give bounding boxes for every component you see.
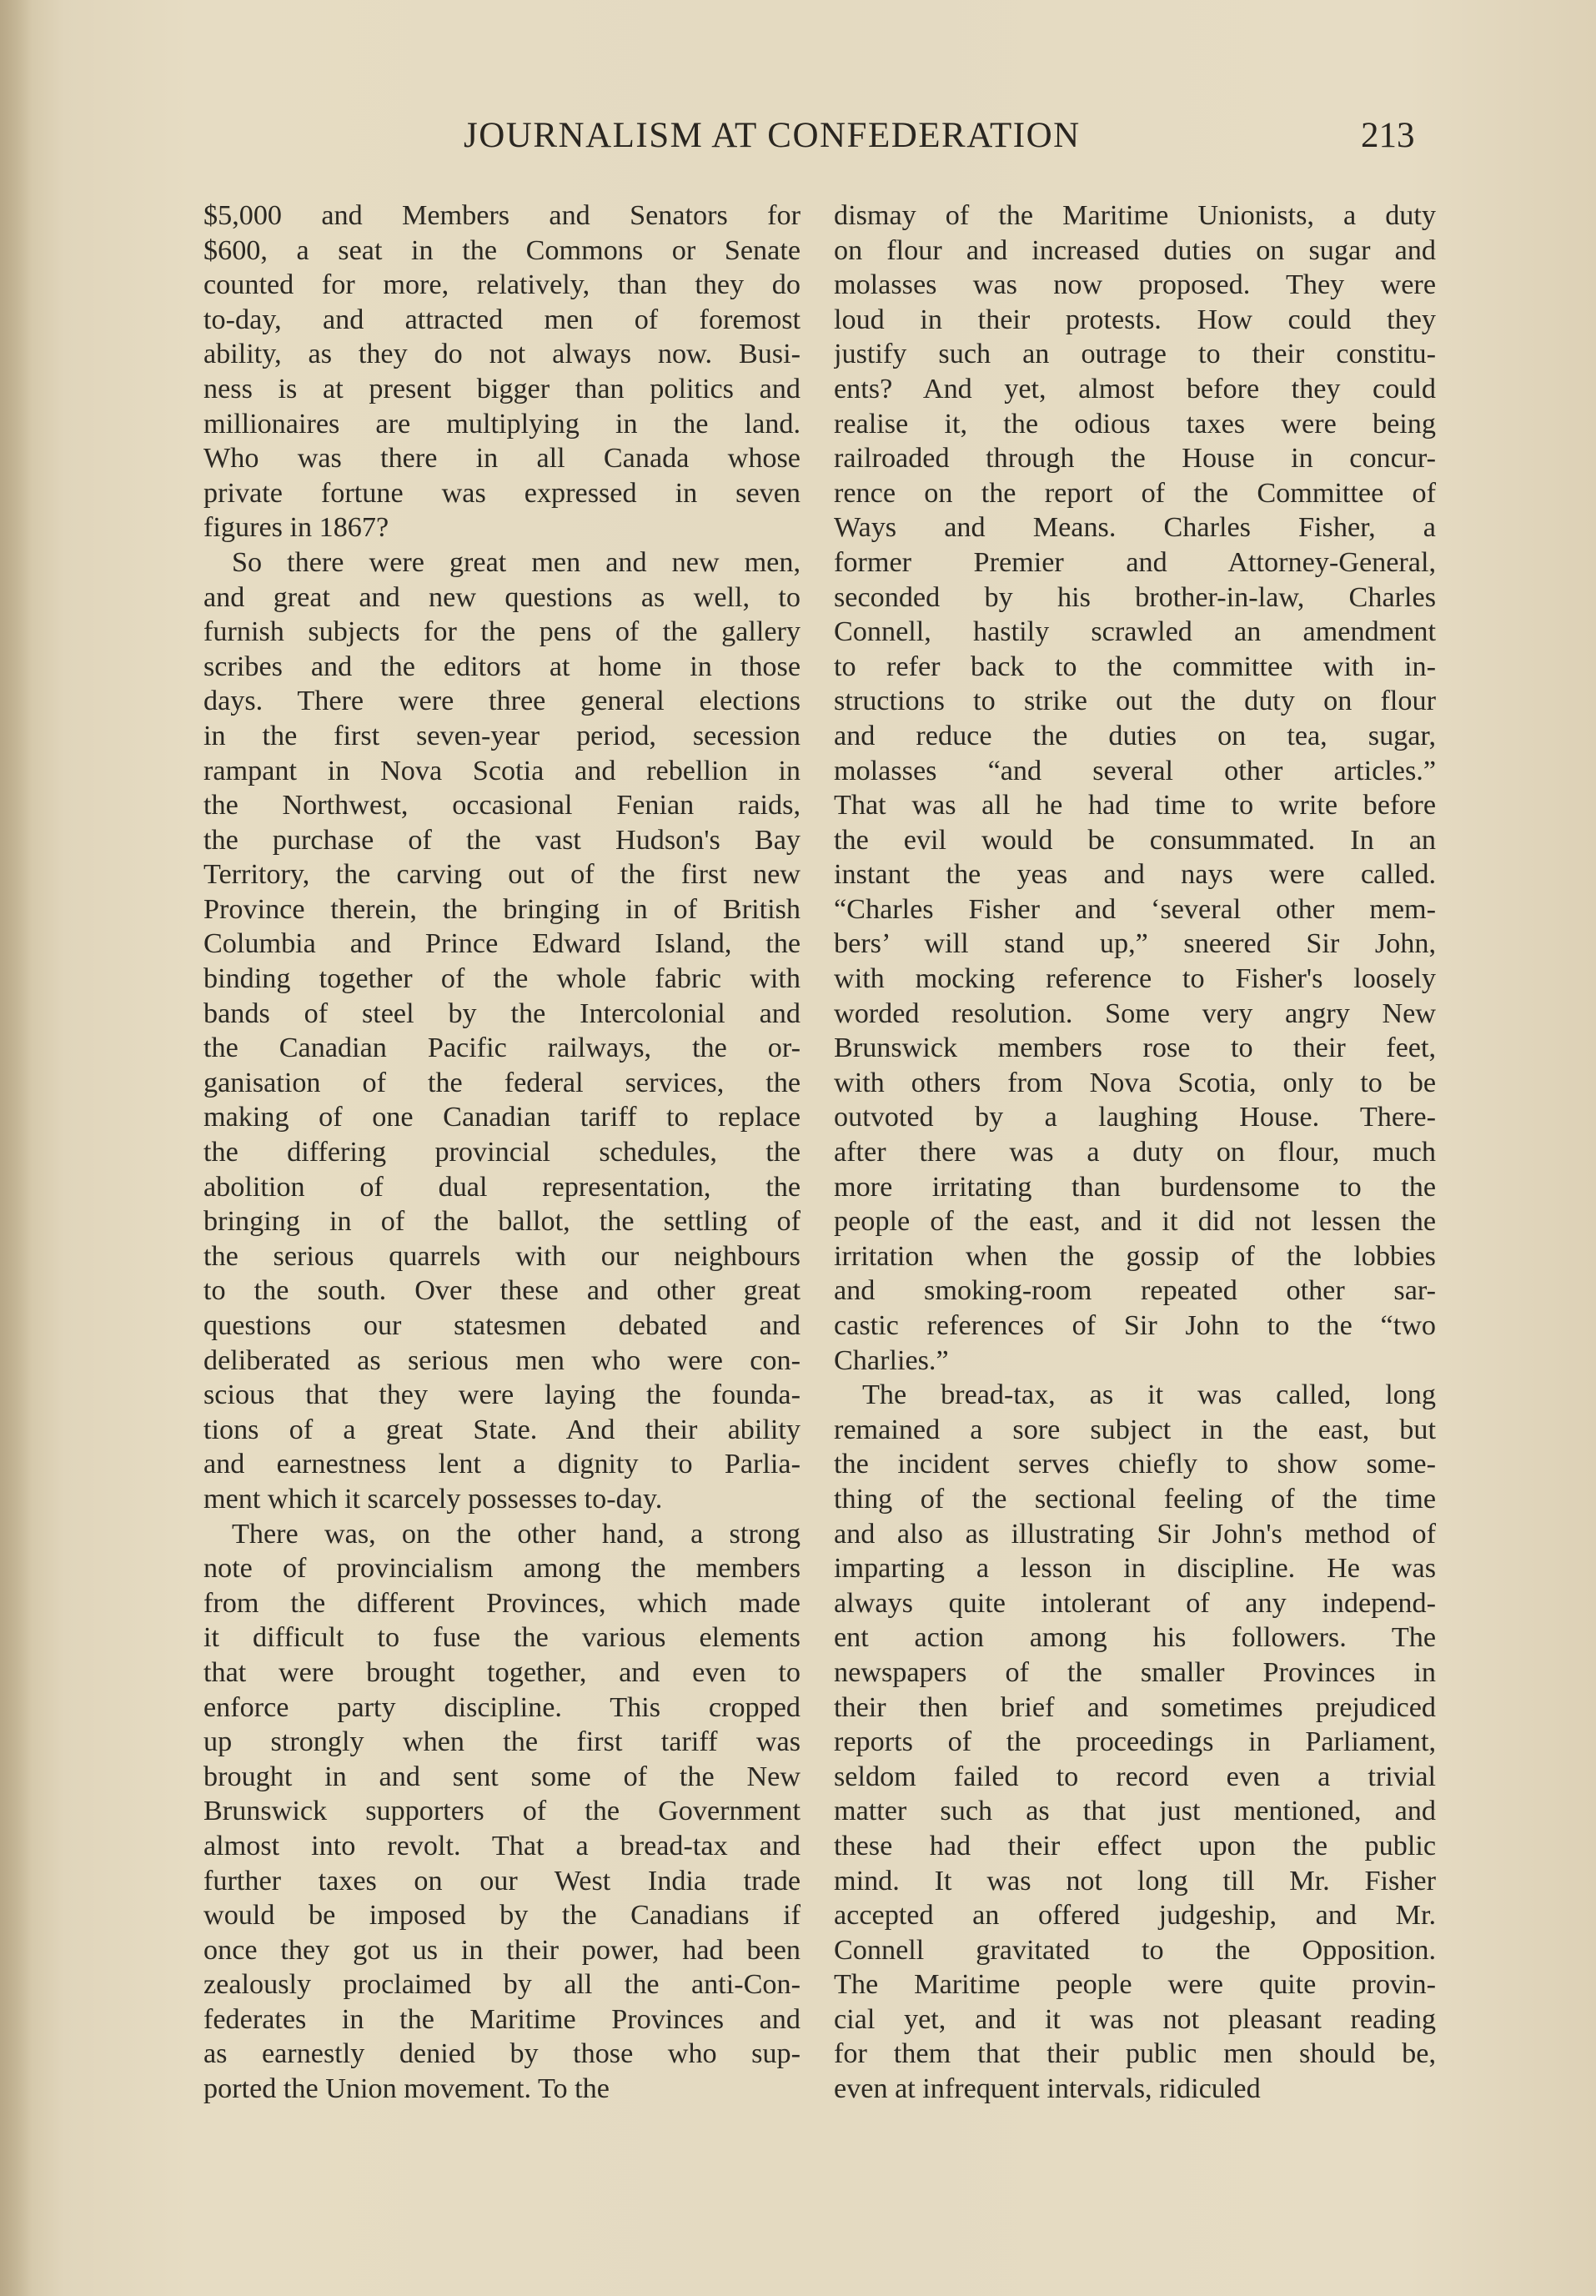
text-line: as earnestly denied by those who sup- [203,2038,801,2070]
text-line: molasses was now proposed. They were [834,269,1436,301]
text-line: scribes and the editors at home in those [203,651,801,682]
text-line: matter such as that just mentioned, and [834,1796,1436,1827]
text-line: it difficult to fuse the various elements [203,1622,801,1654]
text-line: and smoking-room repeated other sar- [834,1275,1436,1307]
right-text-column [834,198,1436,2107]
text-line: for them that their public men should be, [834,2038,1436,2070]
text-line: the differing provincial schedules, the [203,1137,801,1168]
text-line: with mocking reference to Fisher's loosely [834,963,1436,995]
text-line: seconded by his brother-in-law, Charles [834,581,1436,613]
text-line: counted for more, relatively, than they do [203,269,801,301]
text-line: federates in the Maritime Provinces and [203,2003,801,2035]
text-line: There was, on the other hand, a strong [232,1518,801,1550]
text-line: irritation when the gossip of the lobbies [834,1240,1436,1272]
text-line: accepted an offered judgeship, and Mr. [834,1900,1436,1932]
paragraph [203,545,801,1517]
text-line: in the first seven-year period, secession [203,720,801,751]
text-line: railroaded through the House in concur- [834,443,1436,475]
text-line: $5,000 and Members and Senators for [203,200,801,231]
text-line: So there were great men and new men, [232,546,801,578]
text-line: these had their effect upon the public [834,1830,1436,1861]
text-line: to the south. Over these and other great [203,1275,801,1307]
text-line: tions of a great State. And their ability [203,1414,801,1445]
text-line: worded resolution. Some very angry New [834,997,1436,1029]
text-line: even at infrequent intervals, ridiculed [834,2073,1261,2105]
text-line: the Northwest, occasional Fenian raids, [203,790,801,821]
text-line: up strongly when the first tariff was [203,1726,801,1758]
text-line: ment which it scarcely possesses to-day. [203,1483,663,1515]
text-line: “Charles Fisher and ‘several other mem- [834,893,1436,925]
text-line: That was all he had time to write before [834,790,1436,821]
text-line: zealously proclaimed by all the anti-Con- [203,1969,801,2001]
text-line: the Canadian Pacific railways, the or- [203,1032,801,1064]
text-line: ability, as they do not always now. Busi- [203,339,801,370]
text-line: questions our statesmen debated and [203,1310,801,1341]
paragraph [834,198,1436,1378]
text-line: imparting a lesson in discipline. He was [834,1553,1436,1585]
text-line: justify such an outrage to their constitu- [834,339,1436,370]
text-line: ness is at present bigger than politics and [203,373,801,404]
text-line: brought in and sent some of the New [203,1761,801,1792]
page-number: 213 [1361,116,1415,155]
text-line: molasses “and several other articles.” [834,755,1436,786]
left-text-column [203,198,801,2107]
text-line: Who was there in all Canada whose [203,443,801,475]
text-line: furnish subjects for the pens of the gallery [203,616,801,648]
text-line: days. There were three general elections [203,686,801,717]
text-line: the purchase of the vast Hudson's Bay [203,824,801,856]
text-line: remained a sore subject in the east, but [834,1414,1436,1445]
text-line: their then brief and sometimes prejudiced [834,1691,1436,1723]
text-line: former Premier and Attorney-General, [834,546,1436,578]
text-line: Charlies.” [834,1344,949,1376]
text-line: once they got us in their power, had been [203,1934,801,1966]
text-line: rence on the report of the Committee of [834,477,1436,509]
text-line: thing of the sectional feeling of the time [834,1483,1436,1515]
text-line: and great and new questions as well, to [203,581,801,613]
text-line: Ways and Means. Charles Fisher, a [834,512,1436,544]
running-title: JOURNALISM AT CONFEDERATION [464,116,1081,155]
page-header [0,115,1596,165]
text-line: millionaires are multiplying in the land. [203,408,801,440]
paragraph [834,1378,1436,2106]
text-line: the serious quarrels with our neighbours [203,1240,801,1272]
text-line: ent action among his followers. The [834,1622,1436,1654]
text-line: further taxes on our West India trade [203,1865,801,1897]
text-line: reports of the proceedings in Parliament, [834,1726,1436,1758]
text-line: that were brought together, and even to [203,1656,801,1688]
text-line: more irritating than burdensome to the [834,1171,1436,1203]
text-line: and earnestness lent a dignity to Parlia- [203,1449,801,1480]
text-line: almost into revolt. That a bread-tax and [203,1830,801,1861]
text-line: Connell, hastily scrawled an amendment [834,616,1436,648]
text-line: Columbia and Prince Edward Island, the [203,928,801,960]
text-line: cial yet, and it was not pleasant reading [834,2003,1436,2035]
text-line: would be imposed by the Canadians if [203,1900,801,1932]
text-line: Connell gravitated to the Opposition. [834,1934,1436,1966]
text-line: seldom failed to record even a trivial [834,1761,1436,1792]
text-line: instant the yeas and nays were called. [834,859,1436,891]
text-line: to refer back to the committee with in- [834,651,1436,682]
text-line: realise it, the odious taxes were being [834,408,1436,440]
text-line: ported the Union movement. To the [203,2073,610,2105]
text-line: structions to strike out the duty on flour [834,686,1436,717]
text-line: newspapers of the smaller Provinces in [834,1656,1436,1688]
text-line: Territory, the carving out of the first new [203,859,801,891]
text-line: from the different Provinces, which made [203,1587,801,1619]
text-line: on flour and increased duties on sugar and [834,234,1436,266]
text-line: Brunswick members rose to their feet, [834,1032,1436,1064]
text-line: the incident serves chiefly to show some- [834,1449,1436,1480]
text-line: dismay of the Maritime Unionists, a duty [834,200,1436,231]
text-line: bringing in of the ballot, the settling of [203,1206,801,1238]
text-line: private fortune was expressed in seven [203,477,801,509]
text-line: the evil would be consummated. In an [834,824,1436,856]
text-line: The Maritime people were quite provin- [834,1969,1436,2001]
text-line: Brunswick supporters of the Government [203,1796,801,1827]
text-line: after there was a duty on flour, much [834,1137,1436,1168]
text-line: Province therein, the bringing in of British [203,893,801,925]
text-line: making of one Canadian tariff to replace [203,1102,801,1133]
text-line: The bread-tax, as it was called, long [862,1379,1436,1411]
text-line: to-day, and attracted men of foremost [203,304,801,335]
text-line: figures in 1867? [203,512,389,544]
text-line: binding together of the whole fabric with [203,963,801,995]
text-line: $600, a seat in the Commons or Senate [203,234,801,266]
paragraph [203,198,801,545]
text-line: castic references of Sir John to the “two [834,1310,1436,1341]
text-line: people of the east, and it did not lessen the [834,1206,1436,1238]
text-line: bands of steel by the Intercolonial and [203,997,801,1029]
text-line: and also as illustrating Sir John's method of [834,1518,1436,1550]
text-line: with others from Nova Scotia, only to be [834,1067,1436,1098]
text-line: scious that they were laying the founda- [203,1379,801,1411]
text-line: note of provincialism among the members [203,1553,801,1585]
text-line: ganisation of the federal services, the [203,1067,801,1098]
paragraph [203,1517,801,2107]
text-line: bers’ will stand up,” sneered Sir John, [834,928,1436,960]
text-line: abolition of dual representation, the [203,1171,801,1203]
text-line: loud in their protests. How could they [834,304,1436,335]
text-line: rampant in Nova Scotia and rebellion in [203,755,801,786]
text-line: and reduce the duties on tea, sugar, [834,720,1436,751]
text-line: enforce party discipline. This cropped [203,1691,801,1723]
text-line: always quite intolerant of any independ- [834,1587,1436,1619]
text-line: ents? And yet, almost before they could [834,373,1436,404]
text-line: outvoted by a laughing House. There- [834,1102,1436,1133]
text-line: deliberated as serious men who were con- [203,1344,801,1376]
spine-shadow [0,0,32,2296]
text-line: mind. It was not long till Mr. Fisher [834,1865,1436,1897]
